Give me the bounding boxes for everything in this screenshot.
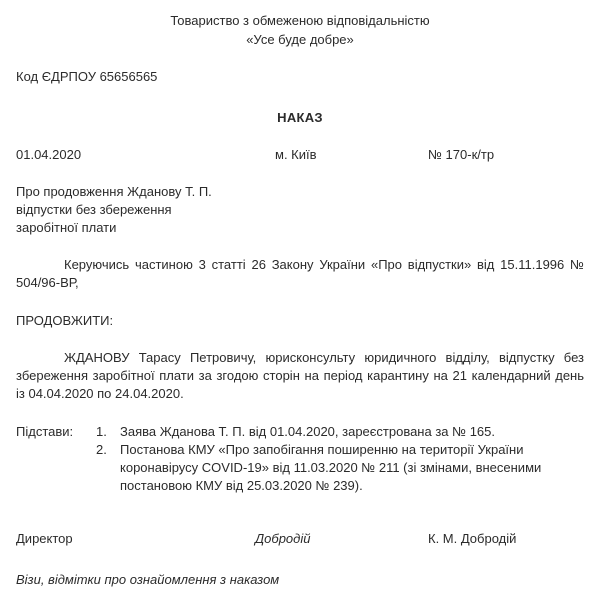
document-city: м. Київ [275, 147, 317, 162]
signatory-name: К. М. Добродій [428, 531, 517, 546]
grounds-item-number: 1. [96, 424, 107, 439]
action-keyword: ПРОДОВЖИТИ: [16, 313, 114, 328]
order-body-paragraph: ЖДАНОВУ Тарасу Петровичу, юрисконсульту юридичного відділу, відпустку без збереження заробітної плати за згодою сторін на період карантину на 21 календарний день із 04.04.2020 по 24.04.2020. [16, 350, 584, 401]
grounds-item-number: 2. [96, 442, 107, 457]
grounds-section [16, 423, 584, 495]
document-date: 01.04.2020 [16, 147, 82, 162]
organization-name-line-2: «Усе буде добре» [246, 32, 354, 47]
document-meta-row [16, 146, 584, 164]
list-item [16, 423, 584, 441]
organization-header [16, 0, 584, 49]
footer-note: Візи, відмітки про ознайомлення з наказом [16, 572, 280, 587]
preamble-paragraph: Керуючись частиною 3 статті 26 Закону України «Про відпустки» від 15.11.1996 № 504/96-ВР, [16, 257, 584, 290]
signature-mark: Добродій [255, 531, 311, 546]
document-subject [16, 183, 584, 237]
registration-code: Код ЄДРПОУ 65656565 [16, 69, 158, 84]
signatory-position: Директор [16, 531, 73, 546]
document-title: НАКАЗ [277, 110, 323, 125]
subject-line-1: Про продовження Жданову Т. П. [16, 184, 212, 199]
signature-row [16, 530, 584, 548]
list-item [16, 441, 584, 495]
grounds-label: Підстави: [16, 424, 74, 439]
subject-line-2: відпустки без збереження [16, 202, 172, 217]
grounds-list [16, 423, 584, 495]
document-number: № 170-к/тр [428, 147, 495, 162]
grounds-item-text: Постанова КМУ «Про запобігання поширенню на території України коронавірусу COVID-19» від 11.03.2020 № 211 (зі змінами, внесеними постановою КМУ від 25.03.2020 № 239). [120, 442, 542, 493]
subject-line-3: заробітної плати [16, 220, 117, 235]
organization-name-line-1: Товариство з обмеженою відповідальністю [170, 13, 430, 28]
grounds-item-text: Заява Жданова Т. П. від 01.04.2020, зареєстрована за № 165. [120, 424, 495, 439]
